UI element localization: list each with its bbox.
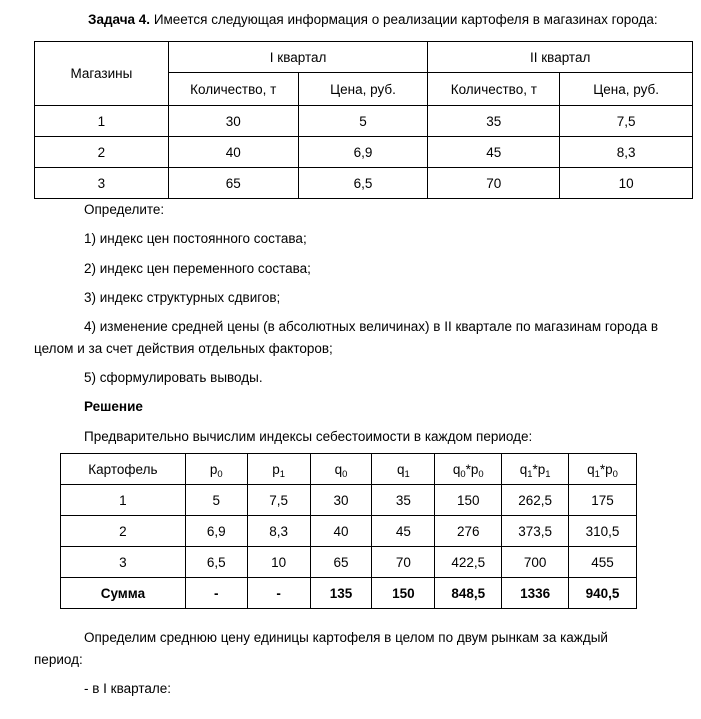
table-cell: 45 bbox=[428, 137, 560, 168]
table-cell: 7,5 bbox=[560, 106, 693, 137]
header-price-q1: Цена, руб. bbox=[298, 73, 428, 106]
determine-label: Определите: bbox=[84, 202, 165, 217]
header-qty-q2: Количество, т bbox=[428, 73, 560, 106]
table-row bbox=[35, 168, 693, 199]
table-cell: 175 bbox=[569, 485, 637, 516]
item-4-line-1: 4) изменение средней цены (в абсолютных величинах) в II квартале по магазинам города в bbox=[84, 319, 659, 334]
item-2: 2) индекс цен переменного состава; bbox=[84, 261, 311, 276]
table-cell: 10 bbox=[247, 547, 310, 578]
table-cell: 422,5 bbox=[435, 547, 502, 578]
table-cell: 5 bbox=[298, 106, 428, 137]
table-cell: 150 bbox=[372, 578, 435, 609]
task-title bbox=[88, 12, 658, 27]
sum-row bbox=[61, 578, 637, 609]
header-q1p0: $q_1*p_0$ bbox=[569, 454, 637, 485]
table-cell: 40 bbox=[310, 516, 372, 547]
table-cell: 45 bbox=[372, 516, 435, 547]
avg-price-line-1: Определим среднюю цену единицы картофеля в целом по двум рынкам за каждый bbox=[84, 630, 608, 645]
index-table bbox=[60, 453, 637, 609]
header-p0: $p_0$ bbox=[185, 454, 247, 485]
header-potato: Картофель bbox=[61, 454, 186, 485]
table-cell: 35 bbox=[428, 106, 560, 137]
item-3: 3) индекс структурных сдвигов; bbox=[84, 290, 281, 305]
table-cell: 8,3 bbox=[560, 137, 693, 168]
avg-price-line-2: период: bbox=[34, 652, 83, 667]
table-cell: 2 bbox=[35, 137, 169, 168]
table-cell: 940,5 bbox=[569, 578, 637, 609]
table-cell: 455 bbox=[569, 547, 637, 578]
table-header-row bbox=[61, 454, 637, 485]
table-cell: 40 bbox=[168, 137, 298, 168]
table-row bbox=[35, 137, 693, 168]
table-row bbox=[35, 106, 693, 137]
table-cell: - bbox=[185, 578, 247, 609]
table-cell: 373,5 bbox=[502, 516, 569, 547]
table-cell: 5 bbox=[185, 485, 247, 516]
table-cell: 7,5 bbox=[247, 485, 310, 516]
table-cell: 70 bbox=[372, 547, 435, 578]
table-cell: 8,3 bbox=[247, 516, 310, 547]
table-cell: 700 bbox=[502, 547, 569, 578]
header-qty-q1: Количество, т bbox=[168, 73, 298, 106]
first-quarter-label: - в I квартале: bbox=[84, 681, 171, 696]
header-shops: Магазины bbox=[35, 42, 169, 106]
table-cell: 6,9 bbox=[185, 516, 247, 547]
header-q1: $q_1$ bbox=[372, 454, 435, 485]
table-cell: 6,5 bbox=[298, 168, 428, 199]
table-cell: 135 bbox=[310, 578, 372, 609]
table-row bbox=[61, 485, 637, 516]
header-price-q2: Цена, руб. bbox=[560, 73, 693, 106]
task-number: Задача 4. bbox=[88, 12, 151, 27]
table-cell: 65 bbox=[168, 168, 298, 199]
table-cell: 6,9 bbox=[298, 137, 428, 168]
table-cell: 1 bbox=[35, 106, 169, 137]
solution-heading: Решение bbox=[84, 399, 143, 414]
table-cell: 2 bbox=[61, 516, 186, 547]
task-description: Имеется следующая информация о реализации картофеля в магазинах города: bbox=[150, 12, 658, 27]
header-p1: $p_1$ bbox=[247, 454, 310, 485]
table-cell: 262,5 bbox=[502, 485, 569, 516]
item-4-line-2: целом и за счет действия отдельных факторов; bbox=[34, 341, 333, 356]
table-cell: 848,5 bbox=[435, 578, 502, 609]
header-q1p1: $q_1*p_1$ bbox=[502, 454, 569, 485]
table-cell: 3 bbox=[35, 168, 169, 199]
table-cell: 150 bbox=[435, 485, 502, 516]
sales-table bbox=[34, 41, 693, 199]
table-row bbox=[61, 547, 637, 578]
table-cell: 10 bbox=[560, 168, 693, 199]
table-cell: - bbox=[247, 578, 310, 609]
header-q0p0: $q_0*p_0$ bbox=[435, 454, 502, 485]
sum-label: Сумма bbox=[61, 578, 186, 609]
table-row bbox=[61, 516, 637, 547]
pre-calc-text: Предварительно вычислим индексы себестоимости в каждом периоде: bbox=[84, 429, 533, 444]
header-quarter-1: I квартал bbox=[168, 42, 428, 73]
table-cell: 1 bbox=[61, 485, 186, 516]
table-cell: 35 bbox=[372, 485, 435, 516]
item-5: 5) сформулировать выводы. bbox=[84, 370, 263, 385]
table-cell: 310,5 bbox=[569, 516, 637, 547]
table-cell: 30 bbox=[168, 106, 298, 137]
table-cell: 30 bbox=[310, 485, 372, 516]
table-cell: 70 bbox=[428, 168, 560, 199]
table-cell: 65 bbox=[310, 547, 372, 578]
header-quarter-2: II квартал bbox=[428, 42, 693, 73]
item-1: 1) индекс цен постоянного состава; bbox=[84, 231, 307, 246]
table-cell: 276 bbox=[435, 516, 502, 547]
table-cell: 6,5 bbox=[185, 547, 247, 578]
table-cell: 3 bbox=[61, 547, 186, 578]
table-cell: 1336 bbox=[502, 578, 569, 609]
header-q0: $q_0$ bbox=[310, 454, 372, 485]
